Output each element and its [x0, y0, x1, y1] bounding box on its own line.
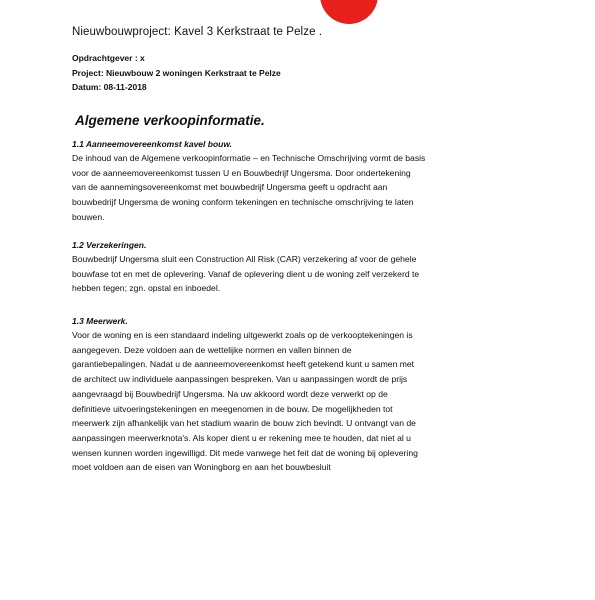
section-body	[72, 328, 542, 475]
body-line: aangevraagd bij Bouwbedrijf Ungersma. Na uw akkoord wordt deze verwerkt op de	[72, 388, 388, 399]
body-line: De inhoud van de Algemene verkoopinformatie – en Technische Omschrijving vormt de basis	[72, 153, 426, 163]
body-line: Bouwbedrijf Ungersma sluit een Construction All Risk (CAR) verzekering af voor de gehele	[72, 254, 417, 264]
body-line: aangegeven. Deze voldoen aan de wettelijke normen en vallen binnen de	[72, 344, 352, 355]
section-body	[72, 252, 542, 296]
document-title: Nieuwbouwproject: Kavel 3 Kerkstraat te Pelze .	[72, 26, 323, 38]
body-line: bouwbedrijf Ungersma de woning conform tekeningen en technische omschrijving te laten	[72, 197, 414, 208]
body-line: garantiebepalingen. Nadat u de aanneemovereenkomst heeft getekend kunt u samen met	[72, 359, 415, 370]
client-line: Opdrachtgever : x	[72, 53, 145, 63]
body-line: hebben tegen; zgn. opstal en inboedel.	[72, 283, 221, 294]
section-body	[72, 151, 542, 225]
company-logo	[320, 0, 378, 24]
section-heading: 1.1 Aanneemovereenkomst kavel bouw.	[72, 139, 232, 149]
body-line: definitieve uitvoeringstekeningen en meegenomen in de bouw. De mogelijkheden tot	[72, 403, 393, 414]
body-line: bouwen.	[72, 211, 105, 222]
section-verzekeringen	[72, 240, 542, 296]
section-title: Algemene verkoopinformatie.	[75, 113, 265, 128]
document-meta	[72, 51, 281, 95]
body-line: de architect uw individuele aanpassingen bespreken. Van u aanpassingen wordt de prijs	[72, 374, 408, 385]
section-aanneemovereenkomst	[72, 139, 542, 225]
body-line: van de aannemingsovereenkomst met bouwbedrijf Ungersma geeft u opdracht aan	[72, 182, 388, 193]
date-line: Datum: 08-11-2018	[72, 82, 147, 92]
project-line: Project: Nieuwbouw 2 woningen Kerkstraat te Pelze	[72, 67, 281, 78]
section-meerwerk	[72, 316, 542, 475]
section-heading: 1.2 Verzekeringen.	[72, 240, 147, 250]
body-line: moet voldoen aan de eisen van Woningborg en aan het bouwbesluit	[72, 462, 331, 473]
body-line: wensen kunnen worden ingewilligd. Dit mede vanwege het feit dat de woning bij oplevering	[72, 447, 418, 458]
body-line: voor de aanneemovereenkomst tussen U en Bouwbedrijf Ungersma. Door ondertekening	[72, 167, 411, 178]
section-heading: 1.3 Meerwerk.	[72, 316, 128, 326]
body-line: aanpassingen meerwerknota's. Als koper dient u er rekening mee te houden, dat niet al u	[72, 432, 411, 443]
body-line: bouwfase tot en met de oplevering. Vanaf de oplevering dient u de woning zelf verzekerd te	[72, 268, 420, 279]
body-line: Voor de woning en is een standaard indeling uitgewerkt zoals op de verkooptekeningen is	[72, 330, 413, 340]
body-line: meerwerk zijn afhankelijk van het stadium waarin de bouw zich bevindt. U ontvangt van de	[72, 418, 416, 429]
